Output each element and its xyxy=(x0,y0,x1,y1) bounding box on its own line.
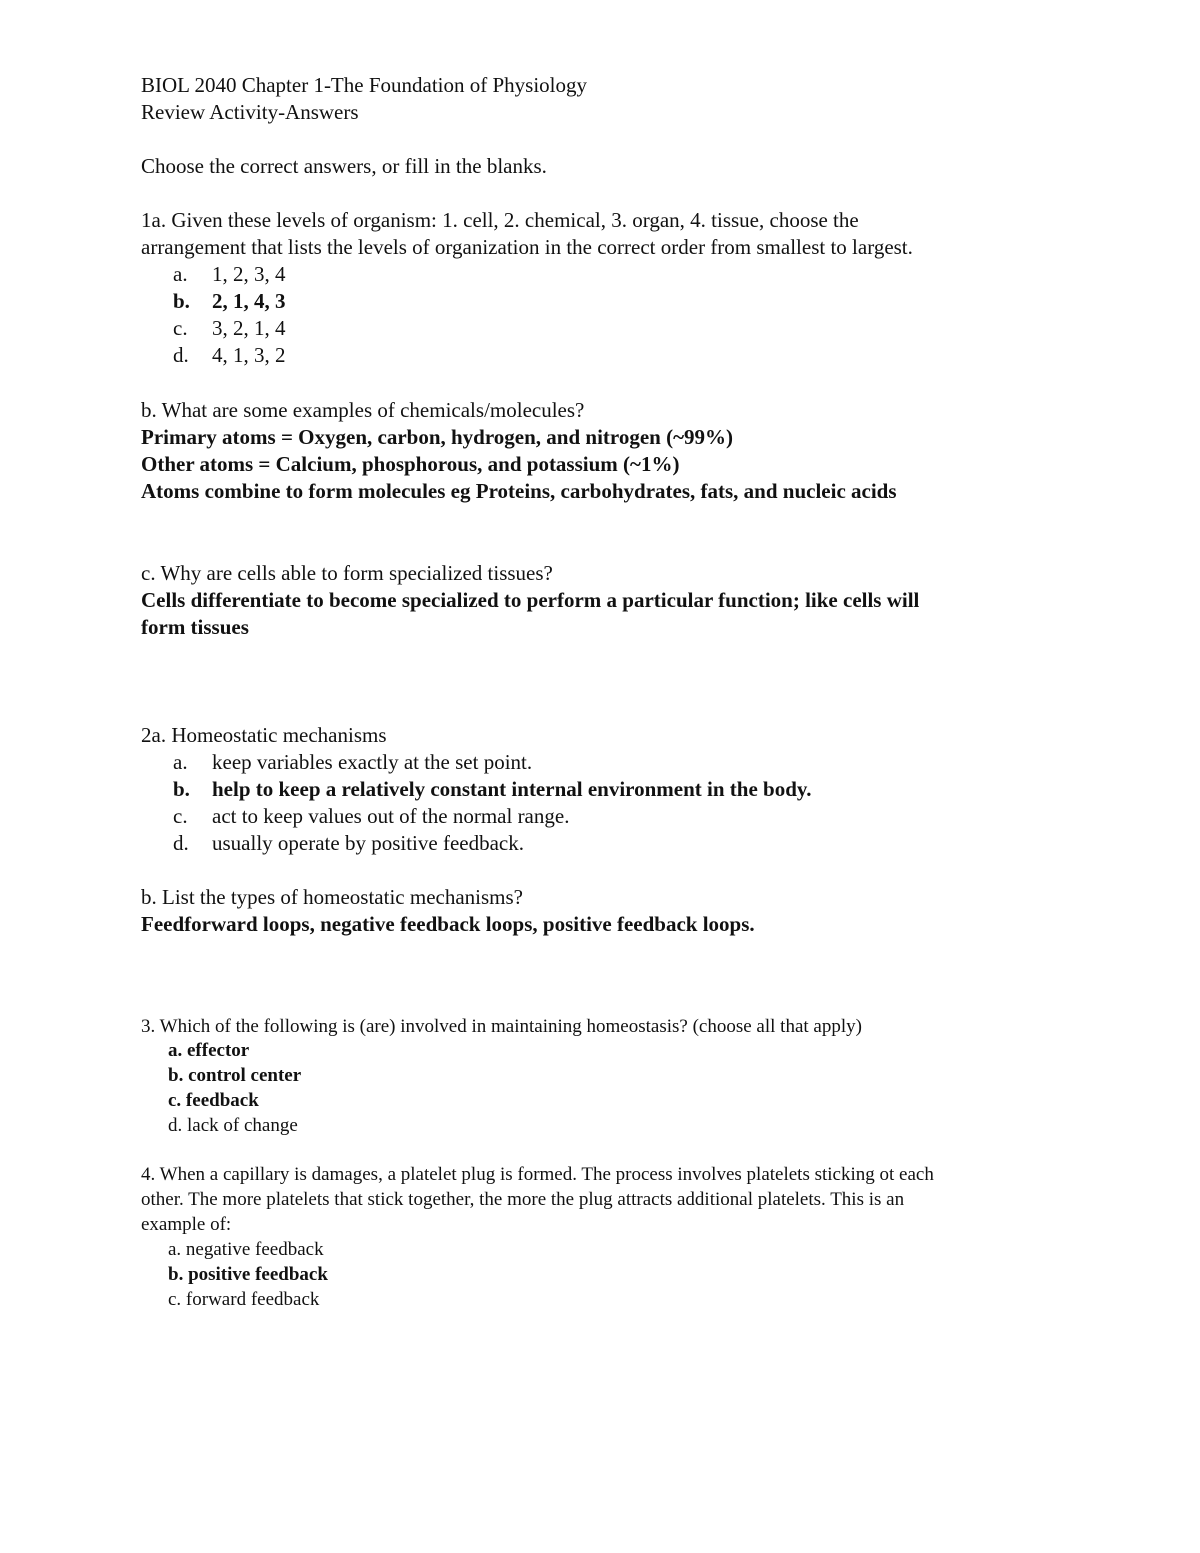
q4-line-1: 4. When a capillary is damages, a platelet plug is formed. The process involves platelets sticking ot each xyxy=(141,1164,934,1185)
option-text: 1, 2, 3, 4 xyxy=(212,262,286,286)
q3-option-c-correct: c. feedback xyxy=(168,1090,259,1111)
option-text: 4, 1, 3, 2 xyxy=(212,343,286,367)
q1c-answer-line-1: Cells differentiate to become specialized to perform a particular function; like cells will xyxy=(141,588,920,612)
option-letter: d. xyxy=(173,831,189,855)
q3-option-a-correct: a. effector xyxy=(168,1040,250,1061)
q1c-answer-line-2: form tissues xyxy=(141,615,249,639)
option-text: help to keep a relatively constant internal environment in the body. xyxy=(212,777,812,801)
q1b-question: b. What are some examples of chemicals/molecules? xyxy=(141,398,585,422)
q3-question: 3. Which of the following is (are) involved in maintaining homeostasis? (choose all that apply) xyxy=(141,1016,862,1037)
q4-option-a: a. negative feedback xyxy=(168,1239,324,1260)
option-letter: c. xyxy=(173,316,188,340)
q3-option-b-correct: b. control center xyxy=(168,1065,302,1086)
document-subtitle: Review Activity-Answers xyxy=(141,100,359,124)
option-text: keep variables exactly at the set point. xyxy=(212,750,533,774)
q2a-question: 2a. Homeostatic mechanisms xyxy=(141,723,387,747)
q2b-question: b. List the types of homeostatic mechanisms? xyxy=(141,885,523,909)
q1b-answer-3: Atoms combine to form molecules eg Proteins, carbohydrates, fats, and nucleic acids xyxy=(141,479,897,503)
option-letter: a. xyxy=(173,750,188,774)
option-letter: c. xyxy=(173,804,188,828)
q4-option-c: c. forward feedback xyxy=(168,1289,320,1310)
option-letter: b. xyxy=(173,289,190,313)
q3-option-d: d. lack of change xyxy=(168,1115,298,1136)
instructions: Choose the correct answers, or fill in the blanks. xyxy=(141,154,547,178)
option-text: act to keep values out of the normal range. xyxy=(212,804,570,828)
q1b-answer-1: Primary atoms = Oxygen, carbon, hydrogen, and nitrogen (~99%) xyxy=(141,425,734,449)
q4-option-b-correct: b. positive feedback xyxy=(168,1264,328,1285)
option-text: usually operate by positive feedback. xyxy=(212,831,524,855)
q1a-line-1: 1a. Given these levels of organism: 1. cell, 2. chemical, 3. organ, 4. tissue, choose the xyxy=(141,208,859,232)
q1a-line-2: arrangement that lists the levels of organization in the correct order from smallest to largest. xyxy=(141,235,913,259)
option-letter: d. xyxy=(173,343,189,367)
option-text: 3, 2, 1, 4 xyxy=(212,316,286,340)
option-letter: b. xyxy=(173,777,190,801)
q1c-question: c. Why are cells able to form specialized tissues? xyxy=(141,561,553,585)
q2b-answer: Feedforward loops, negative feedback loops, positive feedback loops. xyxy=(141,912,755,936)
q4-line-2: other. The more platelets that stick together, the more the plug attracts additional platelets. This is an xyxy=(141,1189,905,1210)
document-title: BIOL 2040 Chapter 1-The Foundation of Physiology xyxy=(141,73,588,97)
option-text: 2, 1, 4, 3 xyxy=(212,289,286,313)
q4-line-3: example of: xyxy=(141,1214,232,1235)
option-letter: a. xyxy=(173,262,188,286)
q1b-answer-2: Other atoms = Calcium, phosphorous, and potassium (~1%) xyxy=(141,452,680,476)
